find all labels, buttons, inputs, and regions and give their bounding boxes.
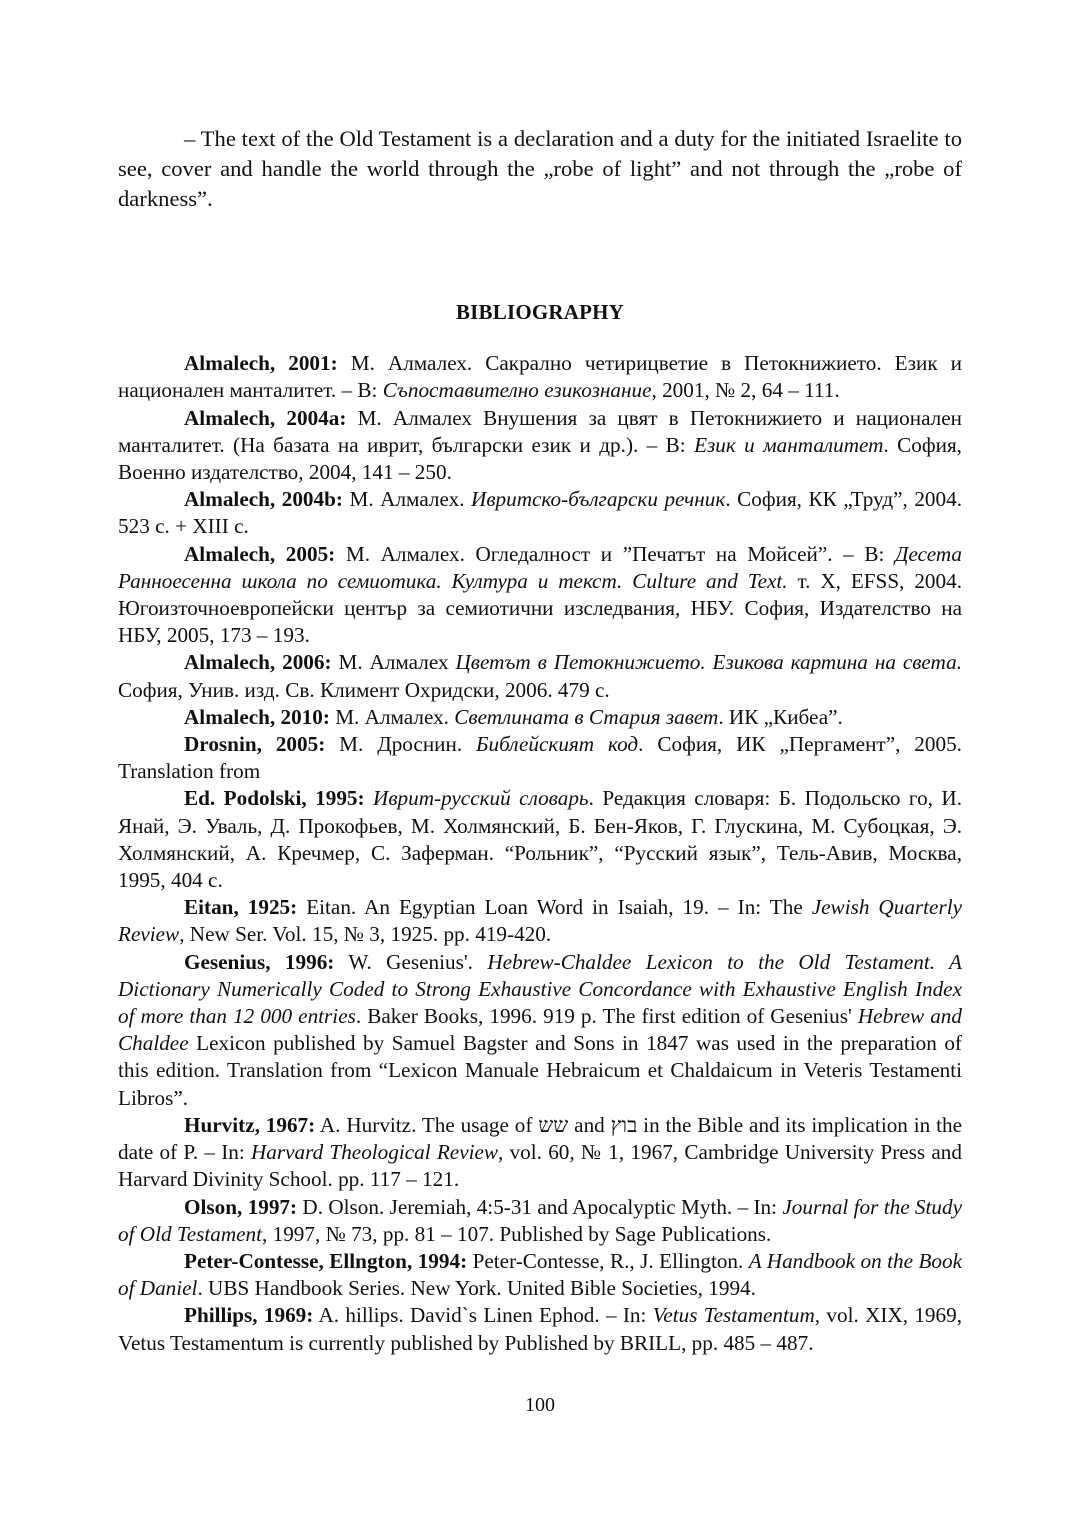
bibliography-entry [118,649,962,703]
entry-key: Almalech, 2005: [184,541,336,566]
entry-key: Hurvitz, 1967: [184,1112,316,1137]
entry-title: Harvard Theological Review [250,1140,499,1165]
bibliography-entry [118,949,962,1112]
entry-text: т. Х, EFSS, 2004. Югоизточноевропейски център за семиотични изследвания, НБУ. София, Издателство на НБУ, 2005, 173 – 193. [118,568,962,648]
entry-title: Светлината в Стария завет [454,704,719,729]
entry-text: A. Hurvitz. The usage of שש and בוץ in the Bible and its implication in the date of P. – In: [118,1112,962,1165]
bibliography-entry [118,1194,962,1248]
entry-key: Phillips, 1969: [184,1303,314,1328]
entry-title: Десета Ранноесенна школа по семиотика. Култура и текст. Culture and Text. [118,541,963,593]
entry-title: Съпоставително езикознание [382,378,652,403]
bibliography-entry [118,486,962,540]
entry-text [365,786,373,810]
bibliography-entry [118,731,962,785]
entry-key: Almalech, 2001: [184,351,338,376]
entry-title: Ивритско-български речник [471,487,726,512]
entry-text: , New Ser. Vol. 15, № 3, 1925. pp. 419-420. [179,922,552,947]
entry-title: A Handbook on the Book of Daniel [118,1248,962,1301]
bibliography-entry [118,785,962,894]
entry-key: Gesenius, 1996: [184,949,335,974]
entry-text: . Редакция словаря: Б. Подольско го, И. Янай, Э. Уваль, Д. Прокофьев, М. Холмянский, Б. Бен-Яков, Г. Глускина, М. Субоцкая, Э. Холмянский, А. Кречмер, С. Заферман. “Рольник”, “Русский язык”, Тель-Авив, Москва, 1995, 404 с. [118,786,963,893]
entry-title: Journal for the Study of Old Testament [118,1194,963,1246]
entry-text: . София, ИК „Пергамент”, 2005. Translation from [118,732,962,784]
entry-title: Vetus Testamentum [652,1303,815,1328]
bibliography-entry [118,541,962,650]
entry-title: Библейският код [476,732,639,757]
bibliography-entry [118,1112,962,1194]
bibliography-entry [118,350,962,404]
entry-text: , vol. 60, № 1, 1967, Cambridge University Press and Harvard Divinity School. pp. 117 – 121. [118,1140,962,1192]
entry-key: Drosnin, 2005: [184,732,326,757]
entry-text: D. Olson. Jeremiah, 4:5-31 and Apocalyptic Myth. – In: [297,1194,783,1219]
entry-text: М. Дроснин. [325,732,477,757]
entry-title: Hebrew and Chaldee [118,1004,962,1056]
entry-title: Цветът в Петокнижието. Езикова картина на света. [455,650,963,675]
entry-key: Almalech, 2010: [184,704,330,729]
entry-text: Lexicon published by Samuel Bagster and Sons in 1847 was used in the preparation of this edition. Translation from “Lexicon Manuale Hebraicum et Chaldaicum in Veteris Testamenti Libros”. [118,1031,962,1110]
entry-text: Eitan. An Egyptian Loan Word in Isaiah, 19. – In: The [297,895,812,920]
entry-key: Olson, 1997: [184,1194,298,1219]
entry-text: , 2001, № 2, 64 – 111. [651,378,840,403]
entry-text: София, Унив. изд. Св. Климент Охридски, 2006. 479 с. [118,677,610,702]
entry-text: , 1997, № 73, pp. 81 – 107. Published by Sage Publications. [262,1221,772,1246]
entry-text: М. Алмалех. [329,704,455,729]
entry-text: . София, КК „Труд”, 2004. 523 с. + XIII с. [118,487,963,539]
bibliography-entry [118,405,962,487]
bibliography-entry [118,894,962,948]
intro-paragraph: – The text of the Old Testament is a declaration and a duty for the initiated Israelite to see, cover and handle the world through the „robe of light” and not through the „robe of darkness”. [118,126,962,211]
entry-key: Eitan, 1925: [184,895,298,920]
entry-key: Almalech, 2006: [184,650,332,675]
bibliography-entry [118,1302,962,1356]
bibliography-entry [118,1248,962,1302]
entry-title: Jewish Quarterly Review [118,895,962,947]
page-number: 100 [525,1394,555,1416]
entry-title: Език и манталитет [694,432,884,457]
entry-key: Almalech, 2004a: [184,405,347,430]
entry-text: М. Алмалех [331,650,456,675]
entry-key: Peter-Contesse, Ellngton, 1994: [184,1248,468,1273]
entry-text: М. Алмалех. Сакрално четирицветие в Петокнижието. Език и национален манталитет. – В: [118,351,962,403]
entry-key: Almalech, 2004b: [184,487,343,512]
entry-title: Hebrew-Chaldee Lexicon to the Old Testament. A Dictionary Numerically Coded to Strong Exhaustive Concordance with Exhaustive English Index of more than 12 000 entries [118,949,962,1029]
entry-key: Ed. Podolski, 1995: [184,786,365,811]
entry-text: М. Алмалех. [342,487,472,512]
entry-text: М. Алмалех Внушения за цвят в Петокнижието и национален манталитет. (На базата на иврит, български език и др.). – В: [118,405,962,457]
entry-text: М. Алмалех. Огледалност и ”Печатът на Мойсей”. – В: [335,541,895,566]
page-body [118,124,962,1357]
entry-text: A. hillips. David`s Linen Ephod. – In: [313,1303,653,1328]
entry-text: Peter-Contesse, R., J. Ellington. [467,1248,749,1273]
entry-text: . София, Военно издателство, 2004, 141 – 250. [118,432,962,485]
bibliography-heading: BIBLIOGRAPHY [455,300,625,324]
bibliography-list [118,350,962,1357]
bibliography-entry [118,704,962,731]
entry-text: , vol. XIX, 1969, Vetus Testamentum is currently published by Published by BRILL, pp. 485 – 487. [118,1303,962,1355]
entry-text: . UBS Handbook Series. New York. United Bible Societies, 1994. [197,1276,756,1301]
entry-text: . ИК „Кибеа”. [718,704,843,729]
entry-text: . Baker Books, 1996. 919 p. The first edition of Gesenius' [355,1004,858,1029]
entry-text: W. Gesenius'. [334,949,488,974]
entry-title: Иврит-русский словарь [373,786,589,811]
